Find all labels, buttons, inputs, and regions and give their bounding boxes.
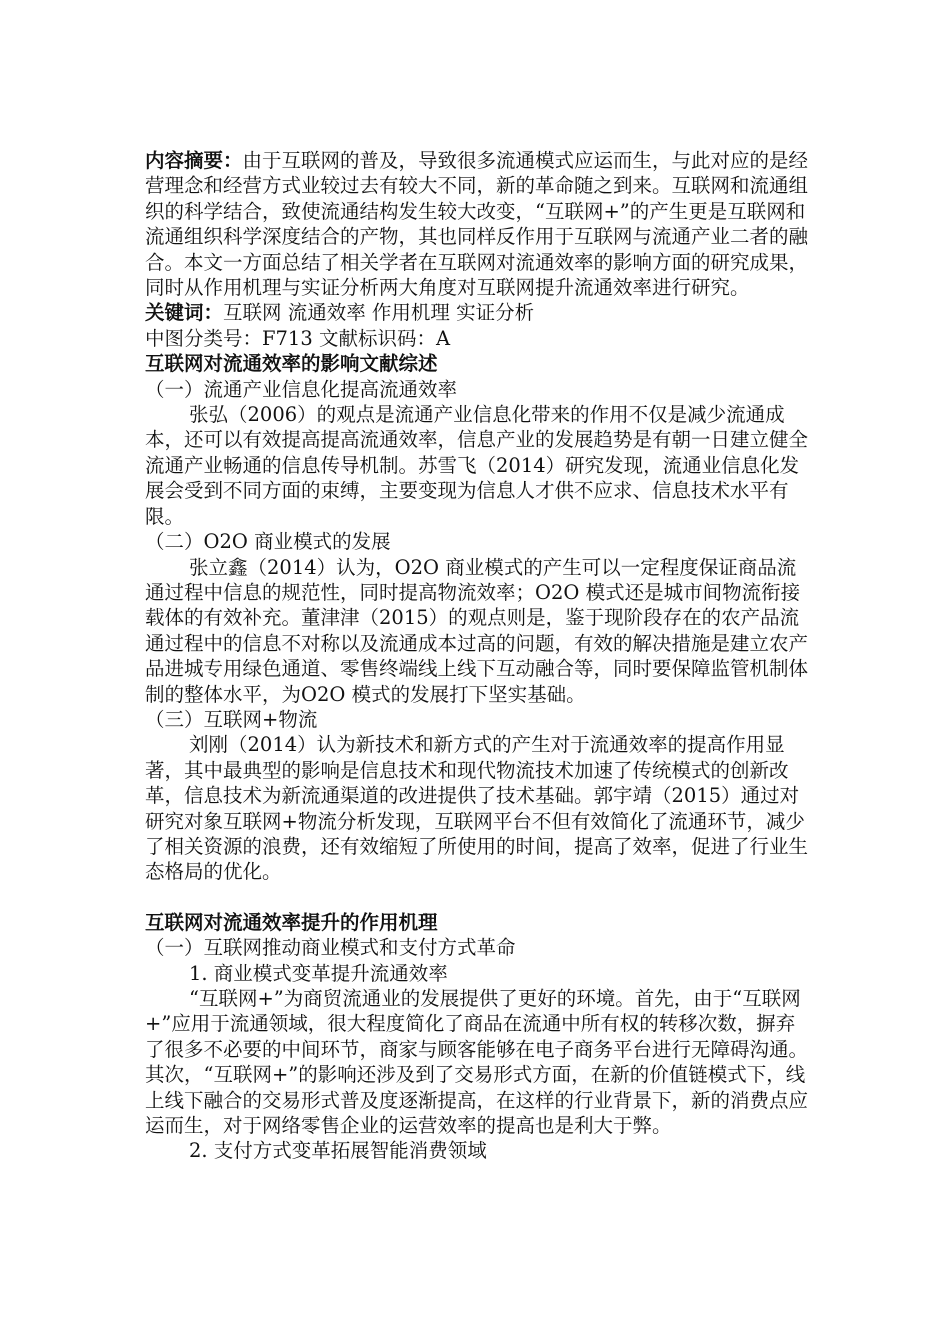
abstract-label: 内容摘要： [145, 149, 243, 172]
blank-line [145, 885, 810, 910]
section1-title: 互联网对流通效率的影响文献综述 [145, 352, 438, 376]
section1-sub2-paragraph: 张立鑫（2014）认为，O2O 商业模式的产生可以一定程度保证商品流通过程中信息的规范性，同时提高物流效率；O2O 模式还是城市间物流衔接载体的有效补充。董津津（2015）的观点则是，鉴于现阶段存在的农产品流通过程中的信息不对称以及流通成本过高的问题，有效的解决措施是建立农产品进城专用绿色通道、零售终端线上线下互动融合等，同时要保障监管机制体制的整体水平，为O2O 模式的发展打下坚实基础。 [145, 555, 809, 706]
document-page [145, 148, 810, 1164]
section2-title: 互联网对流通效率提升的作用机理 [145, 910, 438, 934]
abstract-text: 由于互联网的普及，导致很多流通模式应运而生，与此对应的是经营理念和经营方式业较过去有较大不同，新的革命随之到来。互联网和流通组织的科学结合，致使流通结构发生较大改变，“互联网+”的产生更是互联网和流通组织科学深度结合的产物，其也同样反作用于互联网与流通产业二者的融合。本文一方面总结了相关学者在互联网对流通效率的影响方面的研究成果，同时从作用机理与实证分析两大角度对互联网提升流通效率进行研究。 [145, 149, 809, 300]
abstract [145, 148, 810, 300]
keywords-text: 互联网 流通效率 作用机理 实证分析 [223, 301, 535, 325]
keywords [145, 300, 810, 325]
section2-item2-title: 2. 支付方式变革拓展智能消费领域 [189, 1139, 487, 1163]
section1-sub3-paragraph: 刘刚（2014）认为新技术和新方式的产生对于流通效率的提高作用显著，其中最典型的影响是信息技术和现代物流技术加速了传统模式的创新改革，信息技术为新流通渠道的改进提供了技术基础。郭宇靖（2015）通过对研究对象互联网+物流分析发现，互联网平台不但有效简化了流通环节，减少了相关资源的浪费，还有效缩短了所使用的时间，提高了效率，促进了行业生态格局的优化。 [145, 733, 809, 884]
section1-sub2-title: （二）O2O 商业模式的发展 [145, 530, 391, 554]
classification-line: 中图分类号：F713 文献标识码：A [145, 326, 451, 350]
keywords-label: 关键词： [145, 301, 224, 325]
section1-sub1-paragraph: 张弘（2006）的观点是流通产业信息化带来的作用不仅是减少流通成本，还可以有效提高提高流通效率，信息产业的发展趋势是有朝一日建立健全流通产业畅通的信息传导机制。苏雪飞（2014）研究发现，流通业信息化发展会受到不同方面的束缚，主要变现为信息人才供不应求、信息技术水平有限。 [145, 403, 809, 528]
section1-sub1-title: （一）流通产业信息化提高流通效率 [145, 377, 458, 401]
section1-sub3-title: （三）互联网+物流 [145, 707, 318, 731]
section2-item1-paragraph: “互联网+”为商贸流通业的发展提供了更好的环境。首先，由于“互联网+”应用于流通领域，很大程度简化了商品在流通中所有权的转移次数，摒弃了很多不必要的中间环节，商家与顾客能够在电子商务平台进行无障碍沟通。其次，“互联网+”的影响还涉及到了交易形式方面，在新的价值链模式下，线上线下融合的交易形式普及度逐渐提高，在这样的行业背景下，新的消费点应运而生，对于网络零售企业的运营效率的提高也是利大于弊。 [145, 987, 809, 1138]
section2-sub1-title: （一）互联网推动商业模式和支付方式革命 [145, 936, 516, 960]
section2-item1-title: 1. 商业模式变革提升流通效率 [189, 961, 448, 985]
